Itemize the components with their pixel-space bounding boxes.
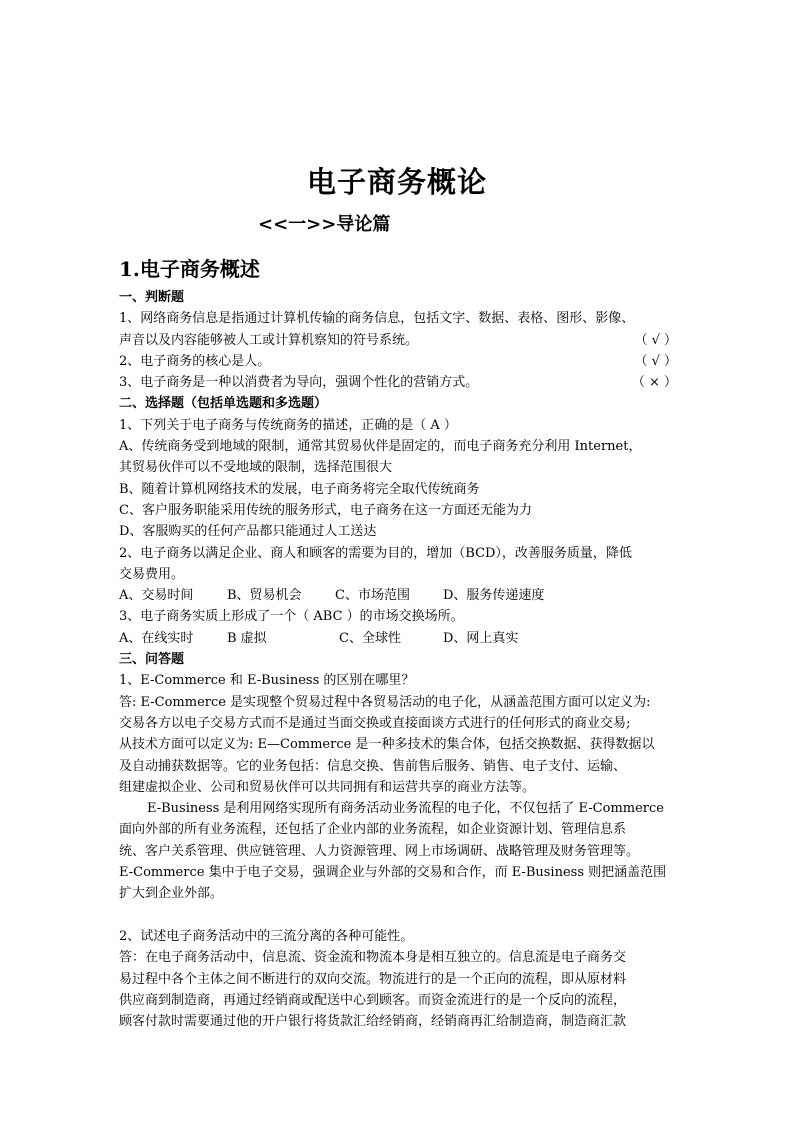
qa-a1-line: 从技术方面可以定义为: E—Commerce 是一种多技术的集合体，包括交换数据、获得数据以: [119, 737, 655, 753]
qa-a2-line: 顾客付款时需要通过他的开户银行将货款汇给经销商，经销商再汇给制造商，制造商汇款: [119, 1014, 627, 1030]
choice-q1-option-c: C、客户服务职能采用传统的服务形式，电子商务在这一方面还无能为力: [119, 502, 532, 518]
qa-a1-p2-line: E-Commerce 集中于电子交易，强调企业与外部的交易和合作，而 E-Business 则把涵盖范围: [119, 865, 667, 881]
choice-q3-option-c: C、全球性: [339, 630, 401, 646]
document-body: [119, 287, 677, 1032]
document-subtitle: <<一>>导论篇: [258, 214, 391, 235]
qa-q1: 1、E-Commerce 和 E-Business 的区别在哪里？: [119, 673, 415, 689]
choice-q3-option-a: A、在线实时: [119, 630, 194, 646]
qa-a1-line: 答: E-Commerce 是实现整个贸易过程中各贸易活动的电子化，从涵盖范围方面可以定义为:: [119, 694, 651, 710]
choice-q1-option-a-line2: 其贸易伙伴可以不受地域的限制，选择范围很大: [119, 460, 393, 476]
judgment-q1-text: 声音以及内容能够被人工或计算机察知的符号系统。: [119, 332, 419, 348]
section-heading-qa: 三、问答题: [119, 652, 185, 668]
choice-q2-line2: 交易费用。: [119, 566, 185, 582]
judgment-q1-line1: 1、网络商务信息是指通过计算机传输的商务信息，包括文字、数据、表格、图形、影像、: [119, 311, 635, 327]
judgment-q3-text: 3、电子商务是一种以消费者为导向，强调个性化的营销方式。: [119, 375, 479, 391]
qa-a1-p2-line: 统、客户关系管理、供应链管理、人力资源管理、网上市场调研、战略管理及财务管理等。: [119, 843, 640, 859]
judgment-q2-text: 2、电子商务的核心是人。: [119, 353, 271, 369]
choice-q2-options: [119, 585, 677, 606]
qa-q2: 2、试述电子商务活动中的三流分离的各种可能性。: [119, 928, 414, 944]
judgment-q1-mark: （ √ ）: [634, 332, 677, 348]
choice-q1-option-a-line1: A、传统商务受到地域的限制，通常其贸易伙伴是固定的，而电子商务充分利用 Internet，: [119, 439, 642, 455]
qa-a1-p2-line: E-Business 是利用网络实现所有商务活动业务流程的电子化，不仅包括了 E-Commerce: [147, 801, 664, 817]
choice-q2-option-b: B、贸易机会: [227, 588, 302, 604]
choice-q2-option-c: C、市场范围: [335, 588, 410, 604]
qa-a2-line: 供应商到制造商，再通过经销商或配送中心到顾客。而资金流进行的是一个反向的流程，: [119, 992, 627, 1008]
choice-q2-line1: 2、电子商务以满足企业、商人和顾客的需要为目的，增加（BCD），改善服务质量，降低: [119, 545, 632, 561]
qa-a1-line: 组建虚拟企业、公司和贸易伙伴可以共同拥有和运营共享的商业方法等。: [119, 779, 536, 795]
qa-a2-line: 答：在电子商务活动中，信息流、资金流和物流本身是相互独立的。信息流是电子商务交: [119, 950, 627, 966]
document-title: 电子商务概论: [306, 165, 487, 199]
chapter-heading: 1.电子商务概述: [119, 257, 260, 281]
qa-a1-line: 及自动捕获数据等。它的业务包括：信息交换、售前售后服务、销售、电子支付、运输、: [119, 758, 627, 774]
qa-a1-line: 交易各方以电子交易方式而不是通过当面交换或直接面谈方式进行的任何形式的商业交易;: [119, 715, 631, 731]
choice-q2-option-a: A、交易时间: [119, 588, 194, 604]
qa-a1-p2-line: 扩大到企业外部。: [119, 886, 224, 902]
choice-q3: 3、电子商务实质上形成了一个（ ABC ）的市场交换场所。: [119, 609, 464, 625]
judgment-q3: [119, 372, 677, 393]
qa-a2-line: 易过程中各个主体之间不断进行的双向交流。物流进行的是一个正向的流程，即从原材料: [119, 971, 627, 987]
judgment-q2: [119, 351, 677, 372]
judgment-q2-mark: （ √ ）: [634, 353, 677, 369]
qa-a1-p2-line: 面向外部的所有业务流程，还包括了企业内部的业务流程，如企业资源计划、管理信息系: [119, 822, 627, 838]
section-heading-judgment: 一、判断题: [119, 290, 185, 305]
choice-q3-options: [119, 628, 677, 649]
choice-q1: 1、下列关于电子商务与传统商务的描述，正确的是（ A ）: [119, 417, 457, 433]
judgment-q3-mark: （ × ）: [631, 375, 677, 391]
choice-q1-option-b: B、随着计算机网络技术的发展，电子商务将完全取代传统商务: [119, 481, 480, 497]
section-heading-choice: 二、选择题（包括单选题和多选题）: [119, 396, 328, 412]
choice-q3-option-d: D、网上真实: [443, 630, 519, 646]
choice-q2-option-d: D、服务传递速度: [443, 588, 545, 604]
judgment-q1-line2: [119, 330, 677, 351]
choice-q1-option-d: D、客服购买的任何产品都只能通过人工送达: [119, 524, 377, 540]
choice-q3-option-b: B 虚拟: [227, 630, 267, 646]
blank-line: [119, 905, 677, 926]
